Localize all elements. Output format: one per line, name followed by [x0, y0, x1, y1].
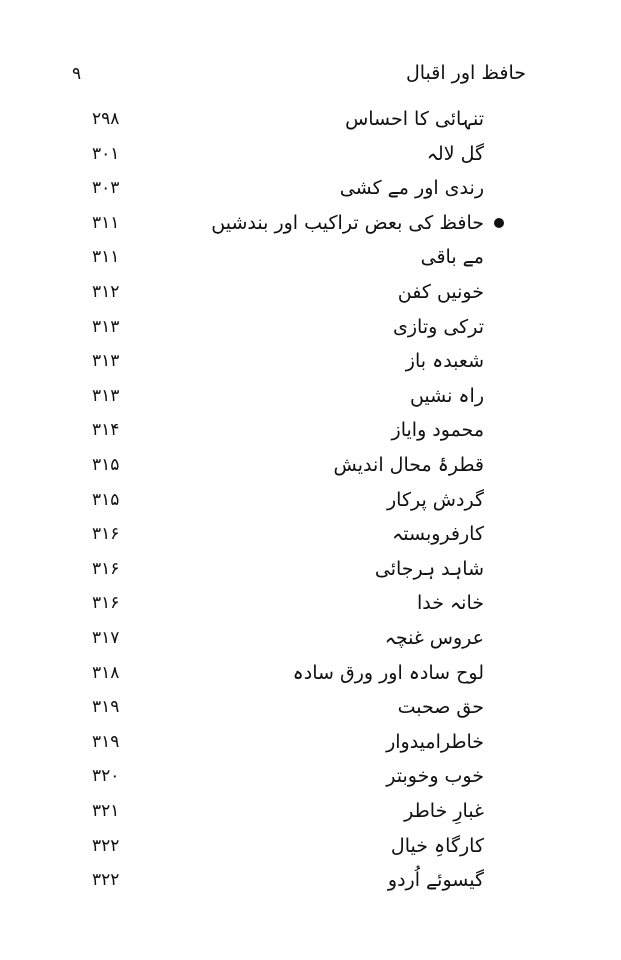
- toc-entry-page-number: ۳۲۲: [92, 870, 120, 891]
- toc-entry-title: شاہد ہرجائی: [374, 557, 484, 580]
- toc-entry-title: تنہائی کا احساس: [345, 108, 484, 130]
- toc-entry-page-number: ۳۱۶: [92, 524, 120, 545]
- toc-entry-title: شعبدہ باز: [405, 350, 484, 373]
- toc-entry-title: خوب وخوبتر: [386, 765, 484, 788]
- toc-entry: [0, 102, 621, 136]
- toc-entry-title: محمود وایاز: [391, 419, 484, 442]
- toc-entry-page-number: ۲۹۸: [92, 109, 120, 129]
- toc-entry-title: گل لالہ: [426, 142, 484, 165]
- toc-entry-page-number: ۳۱۳: [92, 316, 120, 337]
- toc-entry-title: گردش پرکار: [386, 488, 484, 511]
- toc-entry-page-number: ۳۲۱: [92, 801, 120, 821]
- toc-entry-page-number: ۳۱۱: [92, 247, 120, 268]
- toc-entry: [0, 829, 621, 863]
- toc-entry-title: لوح سادہ اور ورق سادہ: [292, 661, 484, 684]
- toc-entry-title: مے باقی: [420, 246, 484, 269]
- toc-entry-title: حافظ کی بعض تراکیب اور بندشیں: [211, 211, 484, 234]
- toc-entry: [0, 379, 621, 413]
- toc-entry: [0, 171, 621, 205]
- toc-entry: [0, 690, 621, 724]
- toc-entry-page-number: ۳۱۹: [92, 731, 120, 752]
- toc-entry-title: کارفروبستہ: [392, 523, 484, 546]
- toc-entry: [0, 656, 621, 690]
- toc-entry-title: غبارِ خاطر: [404, 800, 484, 822]
- toc-entry: [0, 517, 621, 551]
- toc-entry-page-number: ۳۱۵: [92, 489, 120, 510]
- toc-entry-title: راہ نشیں: [409, 384, 484, 407]
- toc-entry-page-number: ۳۰۱: [92, 143, 120, 164]
- toc-entry: [0, 310, 621, 344]
- toc-entry: [0, 863, 621, 897]
- toc-entry: [0, 275, 621, 309]
- toc-entry-page-number: ۳۱۶: [92, 593, 120, 614]
- toc-entry-title: خونیں کفن: [397, 281, 484, 303]
- toc-entry: [0, 413, 621, 447]
- toc-entry-page-number: ۳۱۷: [92, 628, 120, 648]
- toc-entry: [0, 344, 621, 378]
- toc-entry-title: قطرۂ محال اندیش: [333, 454, 484, 476]
- toc-entry: [0, 794, 621, 828]
- toc-entry-title: رندی اور مے کشی: [339, 177, 484, 200]
- toc-entry-page-number: ۳۱۹: [92, 697, 120, 718]
- running-header: حافظ اور اقبال: [405, 62, 526, 84]
- toc-entry-title: خاطرامیدوار: [386, 730, 484, 753]
- toc-entry-title: خانہ خدا: [417, 592, 484, 615]
- toc-entry-title: ترکی وتازی: [393, 315, 484, 338]
- toc-entry-page-number: ۳۲۲: [92, 835, 120, 856]
- toc-entry-title: عروس غنچہ: [384, 627, 484, 649]
- toc-entry: [0, 725, 621, 759]
- toc-entry-title: حق صحبت: [397, 696, 484, 719]
- toc-entry: [0, 621, 621, 655]
- toc-entry-page-number: ۳۱۶: [92, 558, 120, 579]
- toc-entry: [0, 552, 621, 586]
- toc-entry-page-number: ۳۱۴: [92, 420, 120, 441]
- toc-entry-page-number: ۳۱۱: [92, 212, 120, 233]
- toc-entry-page-number: ۳۱۳: [92, 385, 120, 406]
- toc-entry-page-number: ۳۱۸: [92, 662, 120, 683]
- toc-entry-page-number: ۳۰۳: [92, 178, 120, 199]
- toc-entry-page-number: ۳۱۳: [92, 351, 120, 372]
- toc-entry: [0, 240, 621, 274]
- bullet-icon: [494, 218, 504, 228]
- toc-entry: [0, 586, 621, 620]
- toc-entry: [0, 759, 621, 793]
- toc-entry: [0, 137, 621, 171]
- toc-entry-page-number: ۳۱۲: [92, 282, 120, 302]
- toc-entry-title: کارگاہِ خیال: [390, 834, 484, 857]
- toc-entry-page-number: ۳۲۰: [92, 766, 120, 787]
- toc-entry-page-number: ۳۱۵: [92, 455, 120, 475]
- toc-entry: [0, 483, 621, 517]
- toc-entry-title: گیسوئے اُردو: [387, 869, 484, 892]
- toc-entry: [0, 206, 621, 240]
- toc-entry: [0, 448, 621, 482]
- page-number: ۹: [72, 64, 82, 84]
